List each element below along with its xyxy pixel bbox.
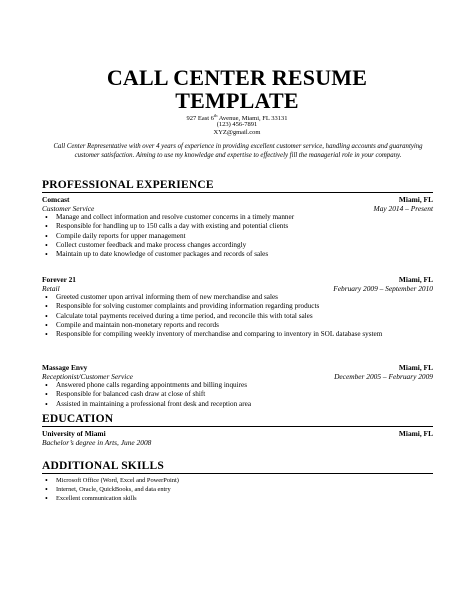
section-divider [42,473,433,474]
list-item: • Responsible for compiling weekly inventory of merchandise and comparing to inventory in SOL database system [42,330,433,339]
list-item: • Maintain up to date knowledge of customer packages and records of sales [42,250,433,259]
education-location: Miami, FL [398,429,433,438]
list-item: • Microsoft Office (Word, Excel and PowerPoint) [42,477,433,486]
education-degree-row [42,438,433,448]
list-item: • Excellent communication skills [42,495,433,504]
job-dates: May 2014 – Present [373,203,433,213]
resume-title-line1: CALL CENTER RESUME [106,65,368,90]
section-divider [42,426,433,427]
address-sup: th [213,113,218,118]
list-item: • Responsible for solving customer complaints and providing information regarding products [42,302,433,311]
contact-email: XYZ@gmail.com [213,129,261,136]
address-prefix: 927 East 6 [186,115,214,123]
list-item: • Answered phone calls regarding appointments and billing inquires [42,381,433,390]
job-company: Massage Envy [42,363,88,372]
job-dates: December 2005 – February 2009 [334,371,433,381]
job-bullets [42,213,433,259]
job-role: Retail [42,283,60,293]
list-item: • Manage and collect information and resolve customer concerns in a timely manner [42,213,433,222]
list-item: • Responsible for balanced cash draw at close of shift [42,390,433,399]
job-bullets [42,381,433,409]
skills-list [42,477,433,503]
job-location: Miami, FL [398,195,433,204]
job-location: Miami, FL [398,363,433,372]
list-item: • Internet, Oracle, QuickBooks, and data entry [42,486,433,495]
education-school: University of Miami [42,429,106,438]
list-item: • Collect customer feedback and make process changes accordingly [42,241,433,250]
list-item: • Assisted in maintaining a professional front desk and reception area [42,400,433,409]
contact-phone: (123) 456-7891 [216,120,258,128]
section-heading-experience: PROFESSIONAL EXPERIENCE [42,179,214,191]
section-heading-skills: ADDITIONAL SKILLS [42,460,164,472]
job-dates: February 2009 – September 2010 [333,283,433,293]
section-heading-education: EDUCATION [42,413,114,425]
list-item: • Compile daily reports for upper management [42,232,433,241]
resume-title-line2: TEMPLATE [175,88,299,113]
list-item: • Greeted customer upon arrival informing them of new merchandise and sales [42,293,433,302]
section-divider [42,192,433,193]
list-item: • Calculate total payments received during a time period, and reconcile this with total sales [42,312,433,321]
education-degree: Bachelor’s degree in Arts, June 2008 [42,437,152,447]
job-role: Receptionist/Customer Service [42,371,133,381]
address-suffix: Avenue, Miami, FL 33131 [217,115,288,123]
summary-paragraph: Call Center Representative with over 4 years of experience in providing excellent customer service, handling accounts and guarantying customer satisfaction. Aiming to use my knowledge and expertise to effectively fill the managerial role in your company. [53,143,423,159]
job-role: Customer Service [42,203,95,213]
job-location: Miami, FL [398,275,433,284]
job-company: Comcast [42,195,70,204]
list-item: • Responsible for handling up to 150 calls a day with existing and potential clients [42,222,433,231]
list-item: • Compile and maintain non-monetary reports and records [42,321,433,330]
job-role-row [42,284,433,294]
job-company: Forever 21 [42,275,76,284]
job-role-row [42,204,433,214]
job-role-row [42,372,433,382]
job-bullets [42,293,433,339]
